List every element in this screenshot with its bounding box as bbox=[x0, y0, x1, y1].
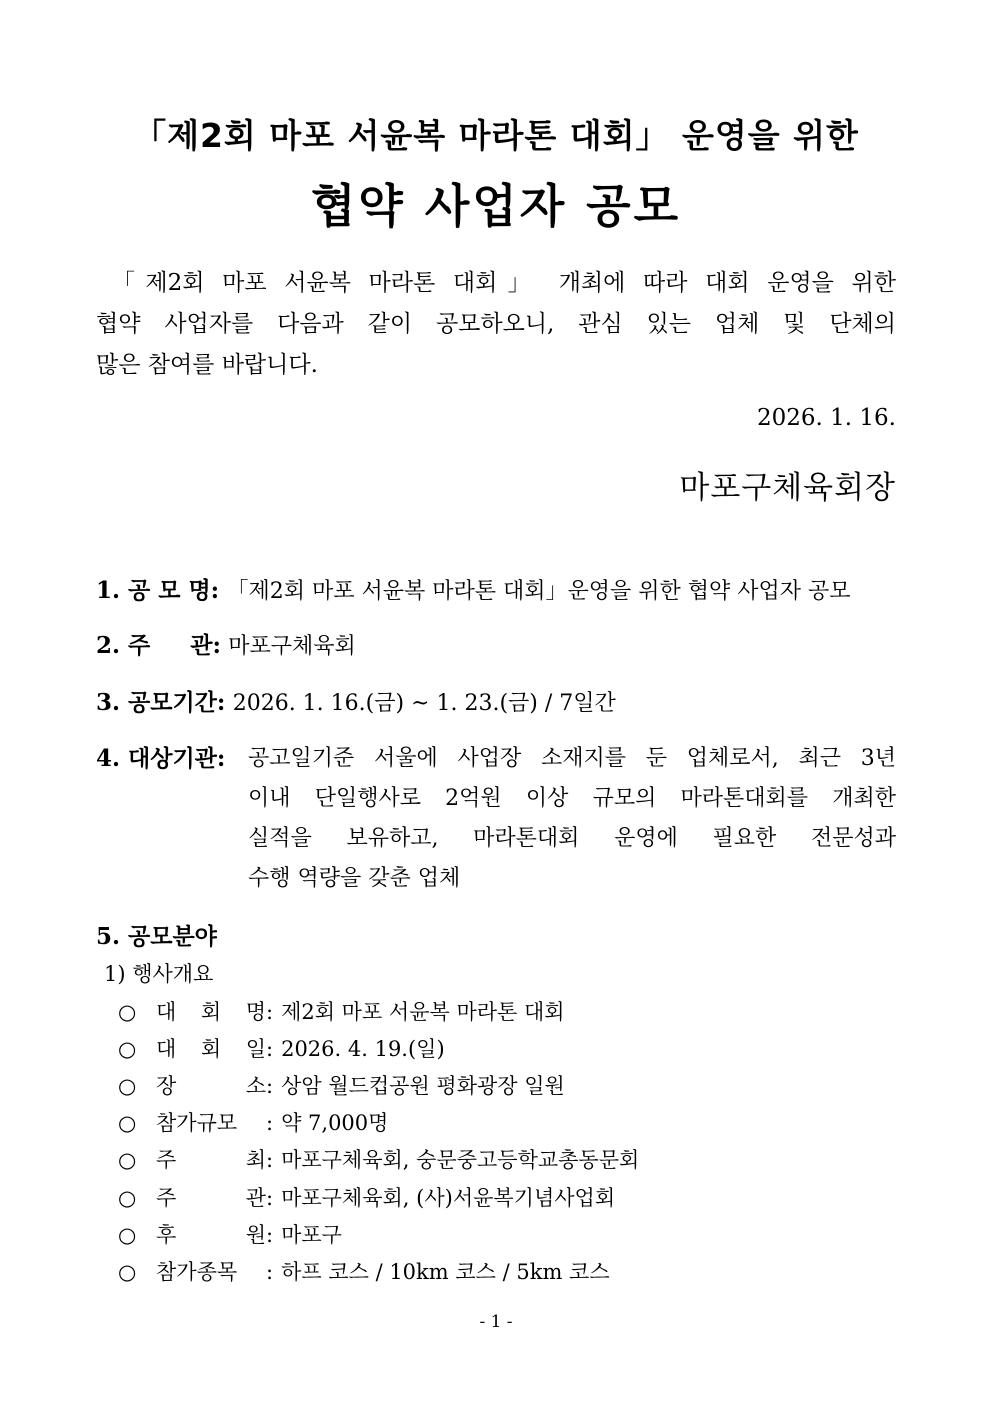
circle-bullet-icon: ○ bbox=[118, 1260, 137, 1284]
announcement-date: 2026. 1. 16. bbox=[757, 405, 896, 431]
circle-bullet-icon: ○ bbox=[118, 1148, 137, 1172]
section-1-label: 1. 공 모 명: bbox=[96, 577, 220, 604]
page-number: - 1 - bbox=[479, 1312, 513, 1332]
event-item bbox=[118, 1219, 342, 1249]
section-4-label-row bbox=[96, 740, 225, 773]
organization-name: 마포구체육회장 bbox=[679, 470, 896, 506]
event-item-separator: : bbox=[266, 1074, 274, 1098]
section-5 bbox=[96, 918, 217, 951]
event-item-separator: : bbox=[266, 1148, 274, 1172]
event-item-label: 참가규모 bbox=[156, 1111, 238, 1135]
event-item bbox=[118, 1182, 615, 1212]
intro-line-1: 「제2회 마포 서윤복 마라톤 대회」 개최에 따라 대회 운영을 위한 bbox=[112, 270, 896, 296]
title-line-1: 「제2회 마포 서윤복 마라톤 대회」 운영을 위한 bbox=[133, 116, 859, 155]
section-4-line-1: 공고일기준 서울에 사업장 소재지를 둔 업체로서, 최근 3년 bbox=[248, 746, 896, 771]
circle-bullet-icon: ○ bbox=[118, 1223, 137, 1247]
event-item-label: 주 최 bbox=[156, 1148, 266, 1172]
section-3-label: 3. 공모기간: bbox=[96, 689, 226, 716]
circle-bullet-icon: ○ bbox=[118, 1000, 137, 1024]
section-2-label: 2. 주 관: bbox=[96, 632, 221, 659]
circle-bullet-icon: ○ bbox=[118, 1037, 137, 1061]
section-1-value: 「제2회 마포 서윤복 마라톤 대회」운영을 위한 협약 사업자 공모 bbox=[226, 579, 851, 604]
event-item bbox=[118, 1256, 610, 1286]
event-item bbox=[118, 1070, 565, 1100]
section-1 bbox=[96, 572, 851, 605]
section-2 bbox=[96, 627, 356, 660]
event-item-separator: : bbox=[266, 1037, 274, 1061]
event-item bbox=[118, 996, 565, 1026]
event-item-value: 하프 코스 / 10km 코스 / 5km 코스 bbox=[281, 1260, 610, 1284]
section-4-line-4: 수행 역량을 갖춘 업체 bbox=[248, 866, 461, 891]
event-item-label: 장 소 bbox=[156, 1074, 266, 1098]
section-3-value: 2026. 1. 16.(금) ~ 1. 23.(금) / 7일간 bbox=[232, 691, 616, 716]
event-item-value: 마포구체육회, (사)서윤복기념사업회 bbox=[281, 1186, 616, 1210]
section-3 bbox=[96, 684, 616, 717]
event-item-value: 2026. 4. 19.(일) bbox=[281, 1037, 445, 1061]
intro-line-2: 협약 사업자를 다음과 같이 공모하오니, 관심 있는 업체 및 단체의 bbox=[96, 311, 896, 337]
event-item-label: 대 회 일 bbox=[156, 1037, 266, 1061]
event-item-separator: : bbox=[266, 1111, 274, 1135]
event-item-separator: : bbox=[266, 1223, 274, 1247]
event-item-value: 약 7,000명 bbox=[281, 1111, 389, 1135]
section-2-value: 마포구체육회 bbox=[228, 634, 356, 659]
title-line-2: 협약 사업자 공모 bbox=[310, 179, 682, 233]
section-5-label: 5. 공모분야 bbox=[96, 923, 217, 950]
event-item-label: 후 원 bbox=[156, 1223, 266, 1247]
section-4-label: 4. 대상기관: bbox=[96, 745, 226, 772]
event-item bbox=[118, 1144, 639, 1174]
event-item-separator: : bbox=[266, 1186, 274, 1210]
event-item-separator: : bbox=[266, 1260, 274, 1284]
event-item-value: 마포구체육회, 숭문중고등학교총동문회 bbox=[281, 1148, 640, 1172]
event-item-separator: : bbox=[266, 1000, 274, 1024]
section-4-line-2: 이내 단일행사로 2억원 이상 규모의 마라톤대회를 개최한 bbox=[248, 786, 896, 811]
event-item-label: 주 관 bbox=[156, 1186, 266, 1210]
event-item bbox=[118, 1107, 388, 1137]
event-item-label: 참가종목 bbox=[156, 1260, 238, 1284]
event-item-label: 대 회 명 bbox=[156, 1000, 266, 1024]
circle-bullet-icon: ○ bbox=[118, 1111, 137, 1135]
event-overview-heading: 1) 행사개요 bbox=[104, 962, 214, 986]
event-item bbox=[118, 1033, 445, 1063]
event-item-value: 상암 월드컵공원 평화광장 일원 bbox=[281, 1074, 565, 1098]
section-4-line-3: 실적을 보유하고, 마라톤대회 운영에 필요한 전문성과 bbox=[248, 826, 896, 851]
circle-bullet-icon: ○ bbox=[118, 1186, 137, 1210]
intro-line-3: 많은 참여를 바랍니다. bbox=[96, 352, 318, 378]
circle-bullet-icon: ○ bbox=[118, 1074, 137, 1098]
event-item-value: 제2회 마포 서윤복 마라톤 대회 bbox=[281, 1000, 565, 1024]
event-item-value: 마포구 bbox=[281, 1223, 342, 1247]
